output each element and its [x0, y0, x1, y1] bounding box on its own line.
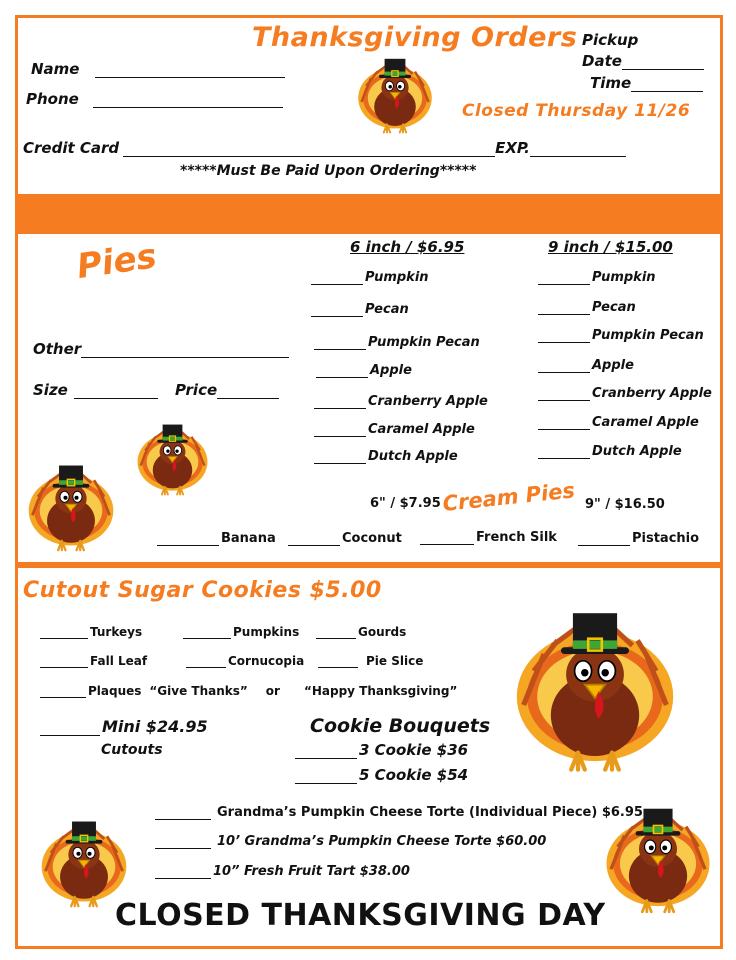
col6-header: 6 inch / $6.95	[350, 238, 465, 256]
other-line[interactable]	[81, 357, 289, 358]
pickup-label: Pickup	[582, 31, 639, 49]
turkey-icon	[602, 802, 714, 914]
or-label: or	[265, 684, 280, 698]
torte-item[interactable]: 10’ Grandma’s Pumpkin Cheese Torte $60.00	[155, 834, 546, 849]
bouquets-heading: Cookie Bouquets	[310, 715, 491, 737]
cream-price-6: 6" / $7.95	[370, 496, 441, 511]
closed-banner: CLOSED THANKSGIVING DAY	[115, 898, 606, 933]
torte-item[interactable]: 10” Fresh Fruit Tart $38.00	[155, 864, 410, 879]
cream-price-9: 9" / $16.50	[585, 497, 665, 512]
size-field[interactable]	[33, 381, 158, 399]
credit-card-line[interactable]	[123, 156, 495, 157]
pie6-item[interactable]: Caramel Apple	[314, 422, 475, 437]
bouquet-item[interactable]: 5 Cookie $54	[295, 766, 468, 784]
cream-item-french-silk[interactable]: French Silk	[420, 530, 557, 545]
name-line[interactable]	[95, 77, 285, 78]
phone-field[interactable]	[26, 90, 283, 108]
turkey-icon	[355, 52, 435, 136]
cookie-item[interactable]: Pie Slice	[318, 654, 423, 668]
cream-item-banana[interactable]: Banana	[157, 531, 276, 546]
mini-cutouts-item[interactable]	[40, 717, 208, 736]
date-line[interactable]	[622, 69, 704, 70]
cookie-item[interactable]: Pumpkins	[183, 625, 299, 639]
pie9-item[interactable]: Dutch Apple	[538, 444, 682, 459]
cookie-item[interactable]: Cornucopia	[186, 654, 304, 668]
date-label: Date	[582, 52, 622, 70]
mini-sub: Cutouts	[101, 742, 163, 758]
time-line[interactable]	[631, 91, 703, 92]
plaque-option-happy-thanksgiving: “Happy Thanksgiving”	[303, 684, 458, 698]
turkey-icon	[25, 458, 117, 554]
pie6-item[interactable]: Pumpkin	[311, 270, 429, 285]
cookie-item[interactable]: Turkeys	[40, 625, 142, 639]
mini-label: Mini $24.95	[102, 717, 208, 736]
paid-note: *****Must Be Paid Upon Ordering*****	[180, 163, 477, 179]
orange-divider-band	[15, 197, 723, 231]
col9-header: 9 inch / $15.00	[548, 238, 673, 256]
pie6-item[interactable]: Dutch Apple	[314, 449, 458, 464]
pies-heading: Pies	[74, 236, 160, 287]
credit-card-field[interactable]	[23, 139, 626, 157]
cream-pies-heading: Cream Pies	[441, 478, 576, 516]
pickup-date-field[interactable]	[582, 52, 704, 70]
pie9-item[interactable]: Pumpkin Pecan	[538, 328, 704, 343]
exp-label: EXP.	[495, 139, 530, 157]
cookies-heading: Cutout Sugar Cookies $5.00	[23, 578, 382, 603]
closed-note: Closed Thursday 11/26	[462, 101, 691, 121]
pie6-item[interactable]: Cranberry Apple	[314, 394, 488, 409]
turkey-icon	[38, 815, 130, 909]
pie9-item[interactable]: Pumpkin	[538, 270, 656, 285]
torte-item[interactable]: Grandma’s Pumpkin Cheese Torte (Individual Piece) $6.95	[155, 805, 643, 820]
bouquet-item[interactable]: 3 Cookie $36	[295, 741, 468, 759]
pie9-item[interactable]: Apple	[538, 358, 634, 373]
turkey-icon	[510, 600, 680, 776]
phone-label: Phone	[26, 90, 79, 108]
name-label: Name	[31, 60, 80, 78]
turkey-icon	[125, 420, 220, 496]
pie6-item[interactable]: Pecan	[311, 302, 409, 317]
exp-line[interactable]	[530, 156, 626, 157]
other-label: Other	[33, 340, 82, 358]
pie9-item[interactable]: Caramel Apple	[538, 415, 699, 430]
name-field[interactable]	[31, 60, 285, 78]
pie9-item[interactable]: Cranberry Apple	[538, 386, 712, 401]
page-title: Thanksgiving Orders	[252, 22, 578, 53]
other-field[interactable]	[33, 340, 289, 358]
pie9-item[interactable]: Pecan	[538, 300, 636, 315]
cream-item-coconut[interactable]: Coconut	[288, 531, 402, 546]
cream-item-pistachio[interactable]: Pistachio	[578, 531, 699, 546]
pie6-item[interactable]: Pumpkin Pecan	[314, 335, 480, 350]
plaques-item[interactable]	[40, 684, 457, 698]
pickup-time-field[interactable]	[590, 74, 703, 92]
time-label: Time	[590, 74, 632, 92]
phone-line[interactable]	[93, 107, 283, 108]
price-label: Price	[175, 381, 218, 399]
cookie-item[interactable]: Fall Leaf	[40, 654, 147, 668]
size-label: Size	[33, 381, 68, 399]
cookie-item[interactable]: Gourds	[316, 625, 406, 639]
credit-card-label: Credit Card	[23, 139, 120, 157]
plaque-option-give-thanks: “Give Thanks”	[149, 684, 248, 698]
price-field[interactable]	[175, 381, 279, 399]
plaques-label: Plaques	[88, 684, 142, 698]
price-line[interactable]	[217, 398, 279, 399]
size-line[interactable]	[74, 398, 158, 399]
pie6-item[interactable]: Apple	[316, 363, 412, 378]
